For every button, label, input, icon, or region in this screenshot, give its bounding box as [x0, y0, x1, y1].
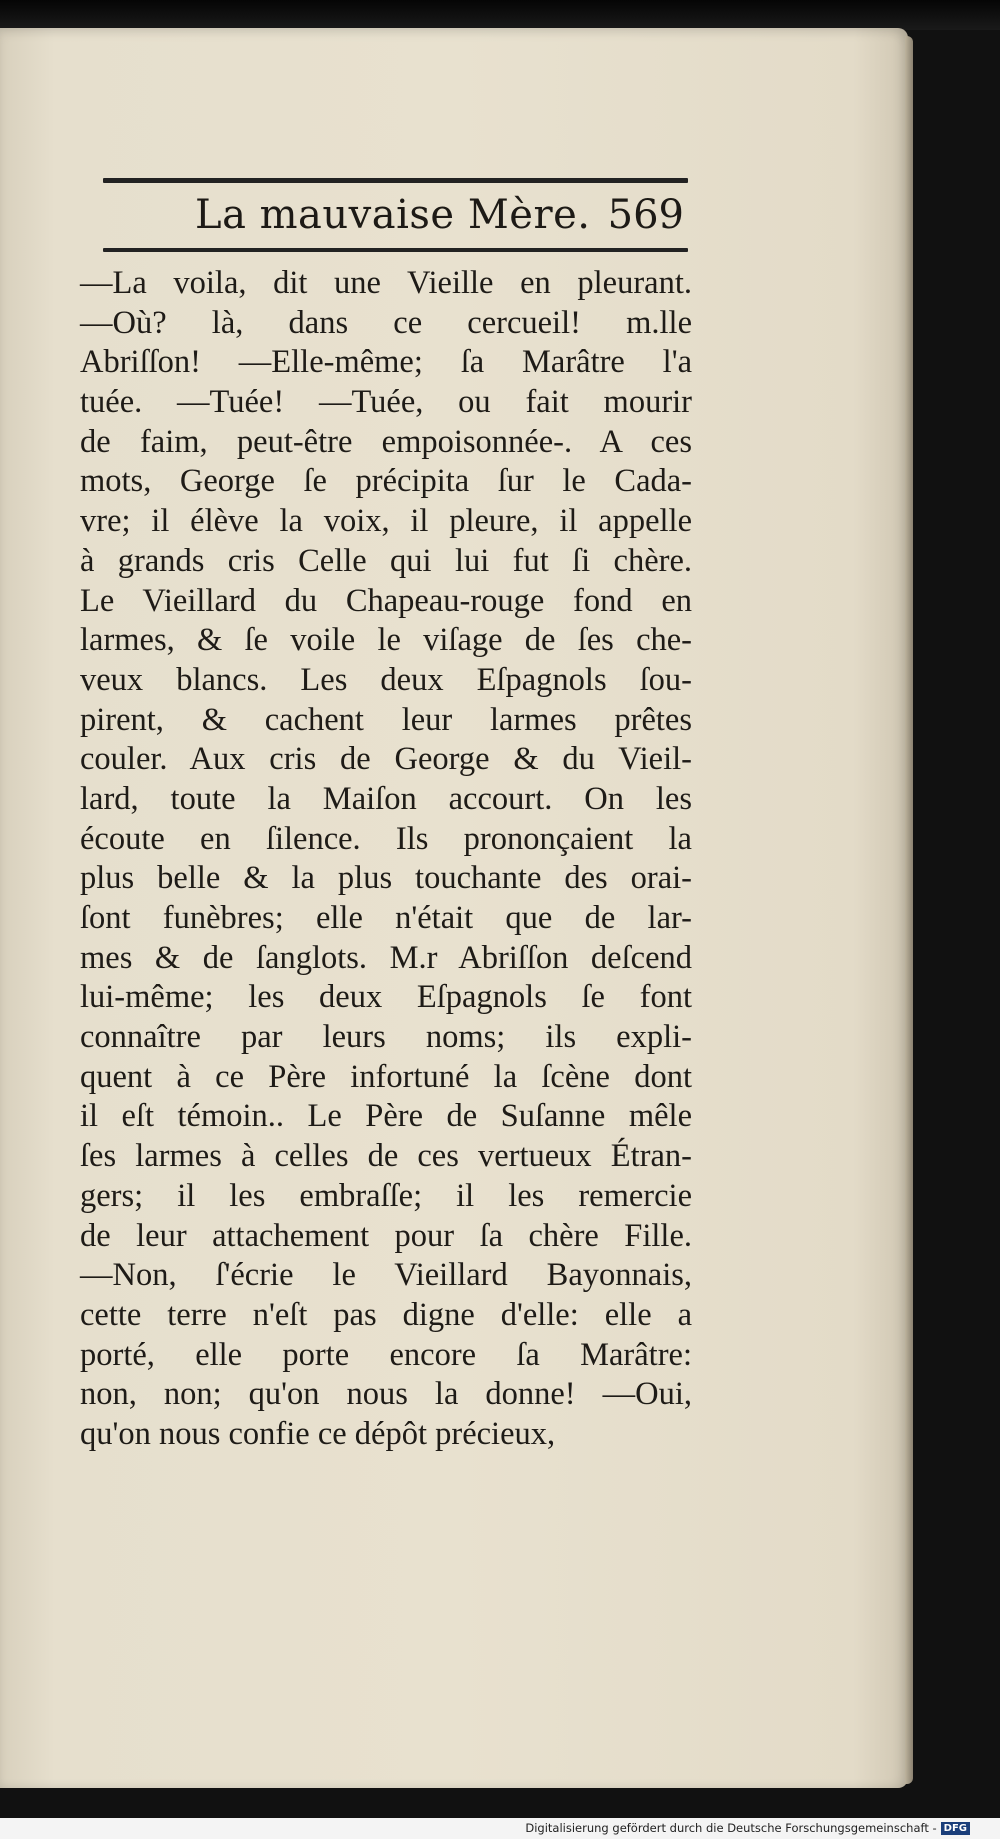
text-line: tuée. —Tuée! —Tuée, ou fait mourir	[80, 384, 692, 421]
text-line: mots, George ſe précipita ſur le Cada-	[80, 463, 692, 500]
text-line: lui-même; les deux Eſpagnols ſe font	[80, 979, 692, 1016]
dfg-logo: DFG	[941, 1822, 970, 1835]
footer-credit-text: Digitalisierung gefördert durch die Deutsche Forschungsgemeinschaft -	[525, 1821, 937, 1835]
text-line: cette terre n'eſt pas digne d'elle: elle a	[80, 1296, 692, 1333]
text-line: couler. Aux cris de George & du Vieil-	[80, 741, 692, 778]
running-title: La mauvaise Mère.	[195, 192, 591, 238]
text-line: larmes, & ſe voile le viſage de ſes che-	[80, 622, 692, 659]
text-line: Abriſſon! —Elle-même; ſa Marâtre l'a	[80, 344, 692, 381]
text-line: ſes larmes à celles de ces vertueux Étran-	[80, 1138, 692, 1175]
header-rule-top	[103, 178, 688, 183]
digitization-footer	[0, 1818, 1000, 1839]
footer-credit	[525, 1821, 970, 1835]
text-line: écoute en ſilence. Ils prononçaient la	[80, 820, 692, 857]
text-line: gers; il les embraſſe; il les remercie	[80, 1177, 692, 1214]
text-line: mes & de ſanglots. M.r Abriſſon deſcend	[80, 939, 692, 976]
text-line: de faim, peut-être empoisonnée-. A ces	[80, 423, 692, 460]
text-line: ſont funèbres; elle n'était que de lar-	[80, 900, 692, 936]
text-line: quent à ce Père infortuné la ſcène dont	[80, 1058, 692, 1095]
text-line: plus belle & la plus touchante des orai-	[80, 860, 692, 897]
text-line: qu'on nous confie ce dépôt précieux,	[80, 1415, 556, 1452]
text-line: non, non; qu'on nous la donne! —Oui,	[80, 1376, 692, 1413]
text-line: —La voila, dit une Vieille en pleurant.	[80, 265, 692, 301]
text-line: veux blancs. Les deux Eſpagnols ſou-	[80, 661, 692, 698]
header-rule-bottom	[103, 248, 688, 252]
text-line: Le Vieillard du Chapeau-rouge fond en	[80, 582, 692, 619]
text-line: il eſt témoin.. Le Père de Suſanne mêle	[80, 1098, 692, 1135]
body-text	[80, 264, 692, 1455]
text-line: à grands cris Celle qui lui fut ſi chère.	[80, 542, 692, 579]
text-line: vre; il élève la voix, il pleure, il appelle	[80, 503, 692, 540]
page-header	[103, 188, 688, 242]
page-edge	[905, 36, 913, 1784]
scan-background	[0, 0, 1000, 30]
text-line: pirent, & cachent leur larmes prêtes	[80, 701, 692, 738]
text-line: de leur attachement pour ſa chère Fille.	[80, 1217, 692, 1254]
text-line: —Où? là, dans ce cercueil! m.lle	[80, 304, 692, 341]
text-line: porté, elle porte encore ſa Marâtre:	[80, 1336, 692, 1373]
text-line: —Non, ſ'écrie le Vieillard Bayonnais,	[80, 1257, 692, 1294]
page-number: 569	[607, 192, 684, 238]
text-line: lard, toute la Maiſon accourt. On les	[80, 780, 692, 817]
text-line: connaître par leurs noms; ils expli-	[80, 1019, 692, 1056]
